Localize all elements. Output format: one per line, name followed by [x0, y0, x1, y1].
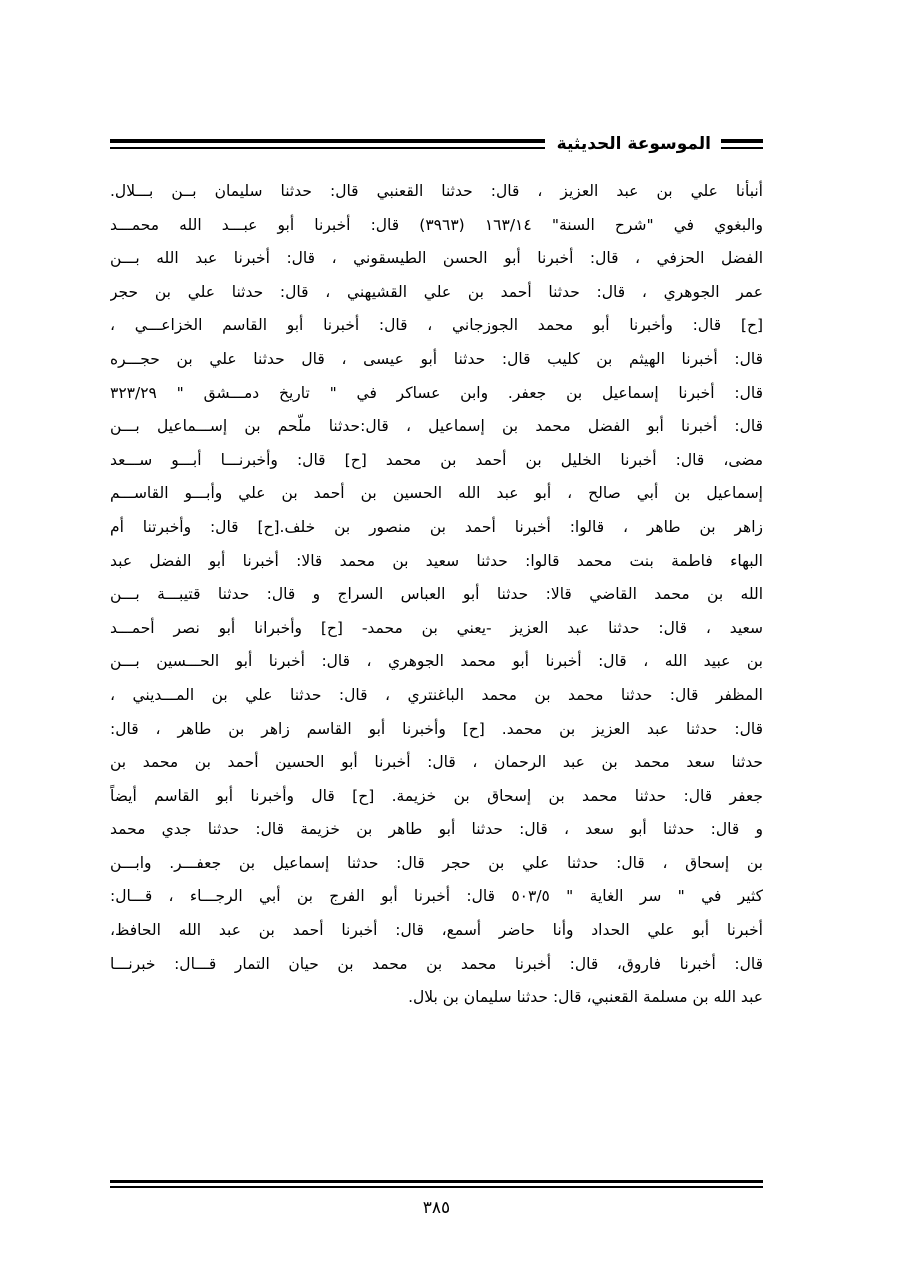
text-line: عمر الجوهري ، قال: حدثنا أحمد بن علي القشيهني ، قال: حدثنا علي بن حجر — [110, 282, 763, 301]
text-line-last: عبد الله بن مسلمة القعنبي، قال: حدثنا سليمان بن بلال. — [408, 988, 763, 1007]
text-line: قال: حدثنا عبد العزيز بن محمد. [ح] وأخبرنا أبو القاسم زاهر بن طاهر ، قال: — [110, 719, 763, 738]
text-line: أنبأنا علي بن عبد العزيز ، قال: حدثنا القعنبي قال: حدثنا سليمان بــن بـــلال. — [110, 182, 763, 200]
text-line: البهاء فاطمة بنت محمد قالوا: حدثنا سعيد بن محمد قالا: أخبرنا أبو الفضل عبد — [110, 551, 763, 570]
text-line: قال: أخبرنا الهيثم بن كليب قال: حدثنا أبو عيسى ، قال حدثنا علي بن حجـــره — [110, 349, 763, 368]
text-line: قال: أخبرنا فاروق، قال: أخبرنا محمد بن محمد بن حيان التمار قـــال: خبرنـــا — [110, 954, 763, 973]
text-line: الفضل الحزفي ، قال: أخبرنا أبو الحسن الطيسقوني ، قال: أخبرنا عبد الله بـــن — [110, 249, 763, 268]
text-line: قال: أخبرنا أبو الفضل محمد بن إسماعيل ، قال:حدثنا ملّحم بن إســـماعيل بـــن — [110, 417, 763, 436]
header-title: الموسوعة الحديثية — [556, 134, 711, 154]
text-line: بن إسحاق ، قال: حدثنا علي بن حجر قال: حدثنا إسماعيل بن جعفـــر. وابـــن — [110, 853, 763, 872]
text-line: الله بن محمد القاضي قالا: حدثنا أبو العباس السراج و قال: حدثنا قتيبـــة بـــن — [110, 585, 763, 604]
text-line: إسماعيل بن أبي صالح ، أبو عبد الله الحسين بن أحمد بن علي وأبـــو القاســـم — [110, 484, 763, 503]
header-lead-rule — [721, 139, 763, 149]
text-line: جعفر قال: حدثنا محمد بن إسحاق بن خزيمة. [ح] قال وأخبرنا أبو القاسم أيضاً — [110, 786, 763, 805]
text-line: حدثنا سعد محمد بن عبد الرحمان ، قال: أخبرنا أبو الحسين أحمد بن محمد بن — [110, 753, 763, 772]
text-line: المظفر قال: حدثنا محمد بن محمد الباغنتري ، قال: حدثنا علي بن المـــديني ، — [110, 685, 763, 704]
body-text — [110, 175, 763, 1015]
text-line: قال: أخبرنا إسماعيل بن جعفر. وابن عساكر في " تاريخ دمـــشق " ٣٢٣/٢٩ — [110, 383, 763, 402]
text-line: سعيد ، قال: حدثنا عبد العزيز -يعني بن محمد- [ح] وأخبرانا أبو نصر أحمـــد — [110, 618, 763, 637]
page-number: ٣٨٥ — [422, 1198, 451, 1218]
text-line: و قال: حدثنا أبو سعد ، قال: حدثنا أبو طاهر بن خزيمة قال: حدثنا جدي محمد — [110, 820, 763, 839]
text-line: كثير في " سر الغاية " ٥٠٣/٥ قال: أخبرنا أبو الفرج بن أبي الرجـــاء ، قـــال: — [110, 887, 763, 906]
text-line: والبغوي في "شرح السنة" ١٦٣/١٤ (٣٩٦٣) قال: أخبرنا أبو عبـــد الله محمـــد — [110, 215, 763, 234]
text-line: مضى، قال: أخبرنا الخليل بن أحمد بن محمد [ح] قال: وأخبرنـــا أبـــو ســـعد — [110, 450, 763, 469]
text-line: بن عبيد الله ، قال: أخبرنا أبو محمد الجوهري ، قال: أخبرنا أبو الحـــسين بـــن — [110, 652, 763, 671]
running-header — [110, 128, 763, 160]
text-line: زاهر بن طاهر ، قالوا: أخبرنا أحمد بن منصور بن خلف.[ح] قال: وأخبرتنا أم — [110, 517, 763, 536]
footer-rule — [110, 1180, 763, 1188]
text-line: [ح] قال: وأخبرنا أبو محمد الجوزجاني ، قال: أخبرنا أبو القاسم الخزاعـــي ، — [110, 316, 763, 335]
text-line: أخبرنا أبو علي الحداد وأنا حاضر أسمع، قال: أخبرنا أحمد بن عبد الله الحافظ، — [110, 921, 763, 940]
header-rule — [110, 139, 545, 149]
